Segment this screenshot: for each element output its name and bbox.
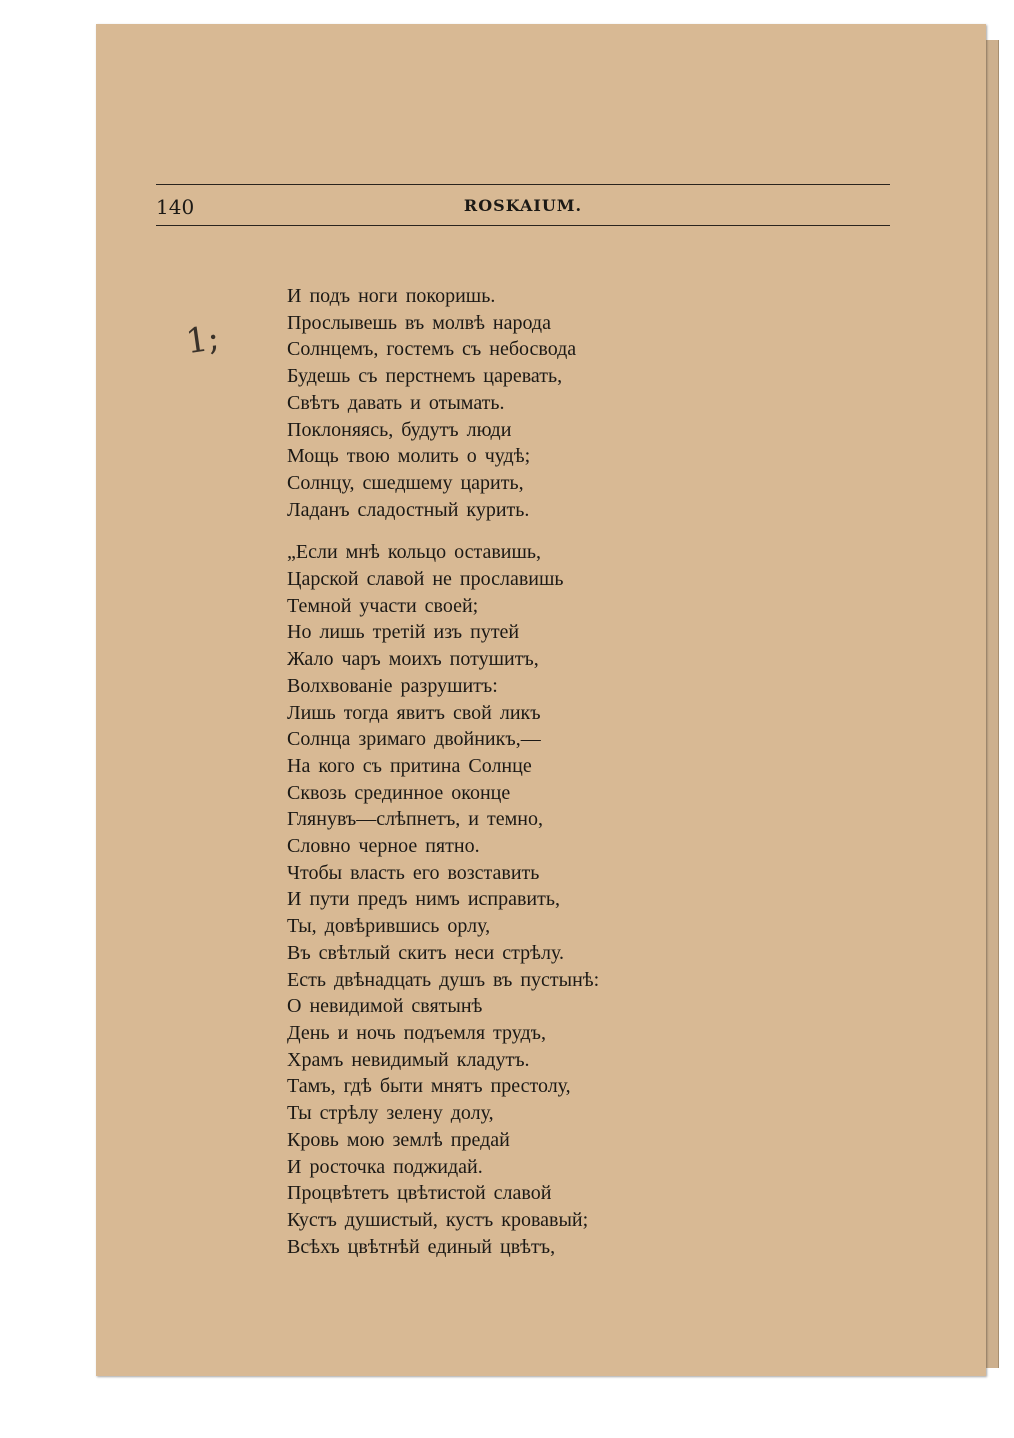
poem-line: Глянувъ—слѣпнетъ, и темно, bbox=[287, 808, 543, 831]
page-number: 140 bbox=[156, 195, 195, 219]
poem-line: И росточка поджидай. bbox=[287, 1155, 483, 1178]
poem-line: И пути предъ нимъ исправить, bbox=[287, 888, 560, 911]
poem-line: Прослывешь въ молвѣ народа bbox=[287, 311, 551, 334]
handwritten-margin-mark: 1; bbox=[183, 317, 222, 363]
page-header bbox=[156, 184, 890, 226]
poem-line: Словно черное пятно. bbox=[287, 835, 480, 858]
poem-line: Лишь тогда явитъ свой ликъ bbox=[287, 701, 541, 724]
poem-line: Процвѣтетъ цвѣтистой славой bbox=[287, 1182, 552, 1205]
stanza bbox=[287, 283, 807, 523]
poem-line: Чтобы власть его возставить bbox=[287, 861, 540, 884]
poem-line: День и ночь подъемля трудъ, bbox=[287, 1021, 546, 1044]
running-title: ROSKAIUM. bbox=[463, 196, 583, 215]
poem-line: Но лишь третій изъ путей bbox=[287, 621, 520, 644]
poem-line: Солнцу, сшедшему царить, bbox=[287, 471, 524, 494]
poem-line: Есть двѣнадцать душъ въ пустынѣ: bbox=[287, 968, 600, 991]
poem-line: Кустъ душистый, кустъ кровавый; bbox=[287, 1208, 589, 1231]
poem-line: Ладанъ сладостный курить. bbox=[287, 498, 530, 521]
poem-line: Кровь мою землѣ предай bbox=[287, 1128, 510, 1151]
poem-line: Солнцемъ, гостемъ съ небосвода bbox=[287, 338, 577, 361]
stanza bbox=[287, 539, 807, 1260]
poem-text bbox=[287, 283, 807, 1260]
header-rule-bottom bbox=[156, 225, 890, 226]
poem-line: Храмъ невидимый кладутъ. bbox=[287, 1048, 530, 1071]
poem-line: Свѣтъ давать и отымать. bbox=[287, 391, 505, 414]
poem-line: Тамъ, гдѣ быти мнятъ престолу, bbox=[287, 1075, 571, 1098]
poem-line: „Если мнѣ кольцо оставишь, bbox=[287, 541, 542, 564]
poem-line: Жало чаръ моихъ потушитъ, bbox=[287, 648, 539, 671]
poem-line: Ты стрѣлу зелену долу, bbox=[287, 1102, 494, 1125]
poem-line: Сквозь срединное оконце bbox=[287, 781, 511, 804]
poem-line: Поклоняясь, будутъ люди bbox=[287, 418, 512, 441]
poem-line: Темной участи своей; bbox=[287, 594, 479, 617]
poem-line: И подъ ноги покоришь. bbox=[287, 285, 496, 307]
poem-line: Будешь съ перстнемъ царевать, bbox=[287, 365, 563, 388]
poem-line: Мощь твою молить о чудѣ; bbox=[287, 445, 531, 468]
poem-line: Ты, довѣрившись орлу, bbox=[287, 915, 491, 938]
poem-line: О невидимой святынѣ bbox=[287, 995, 483, 1018]
poem-line: Всѣхъ цвѣтнѣй единый цвѣтъ, bbox=[287, 1235, 556, 1258]
poem-line: На кого съ притина Солнце bbox=[287, 754, 532, 777]
poem-line: Волхвованіе разрушитъ: bbox=[287, 674, 498, 697]
poem-line: Солнца зримаго двойникъ,— bbox=[287, 728, 541, 751]
stanza-gap bbox=[287, 523, 807, 539]
poem-line: Въ свѣтлый скитъ неси стрѣлу. bbox=[287, 941, 564, 964]
header-rule-top bbox=[156, 184, 890, 185]
poem-line: Царской славой не прославишь bbox=[287, 568, 564, 591]
